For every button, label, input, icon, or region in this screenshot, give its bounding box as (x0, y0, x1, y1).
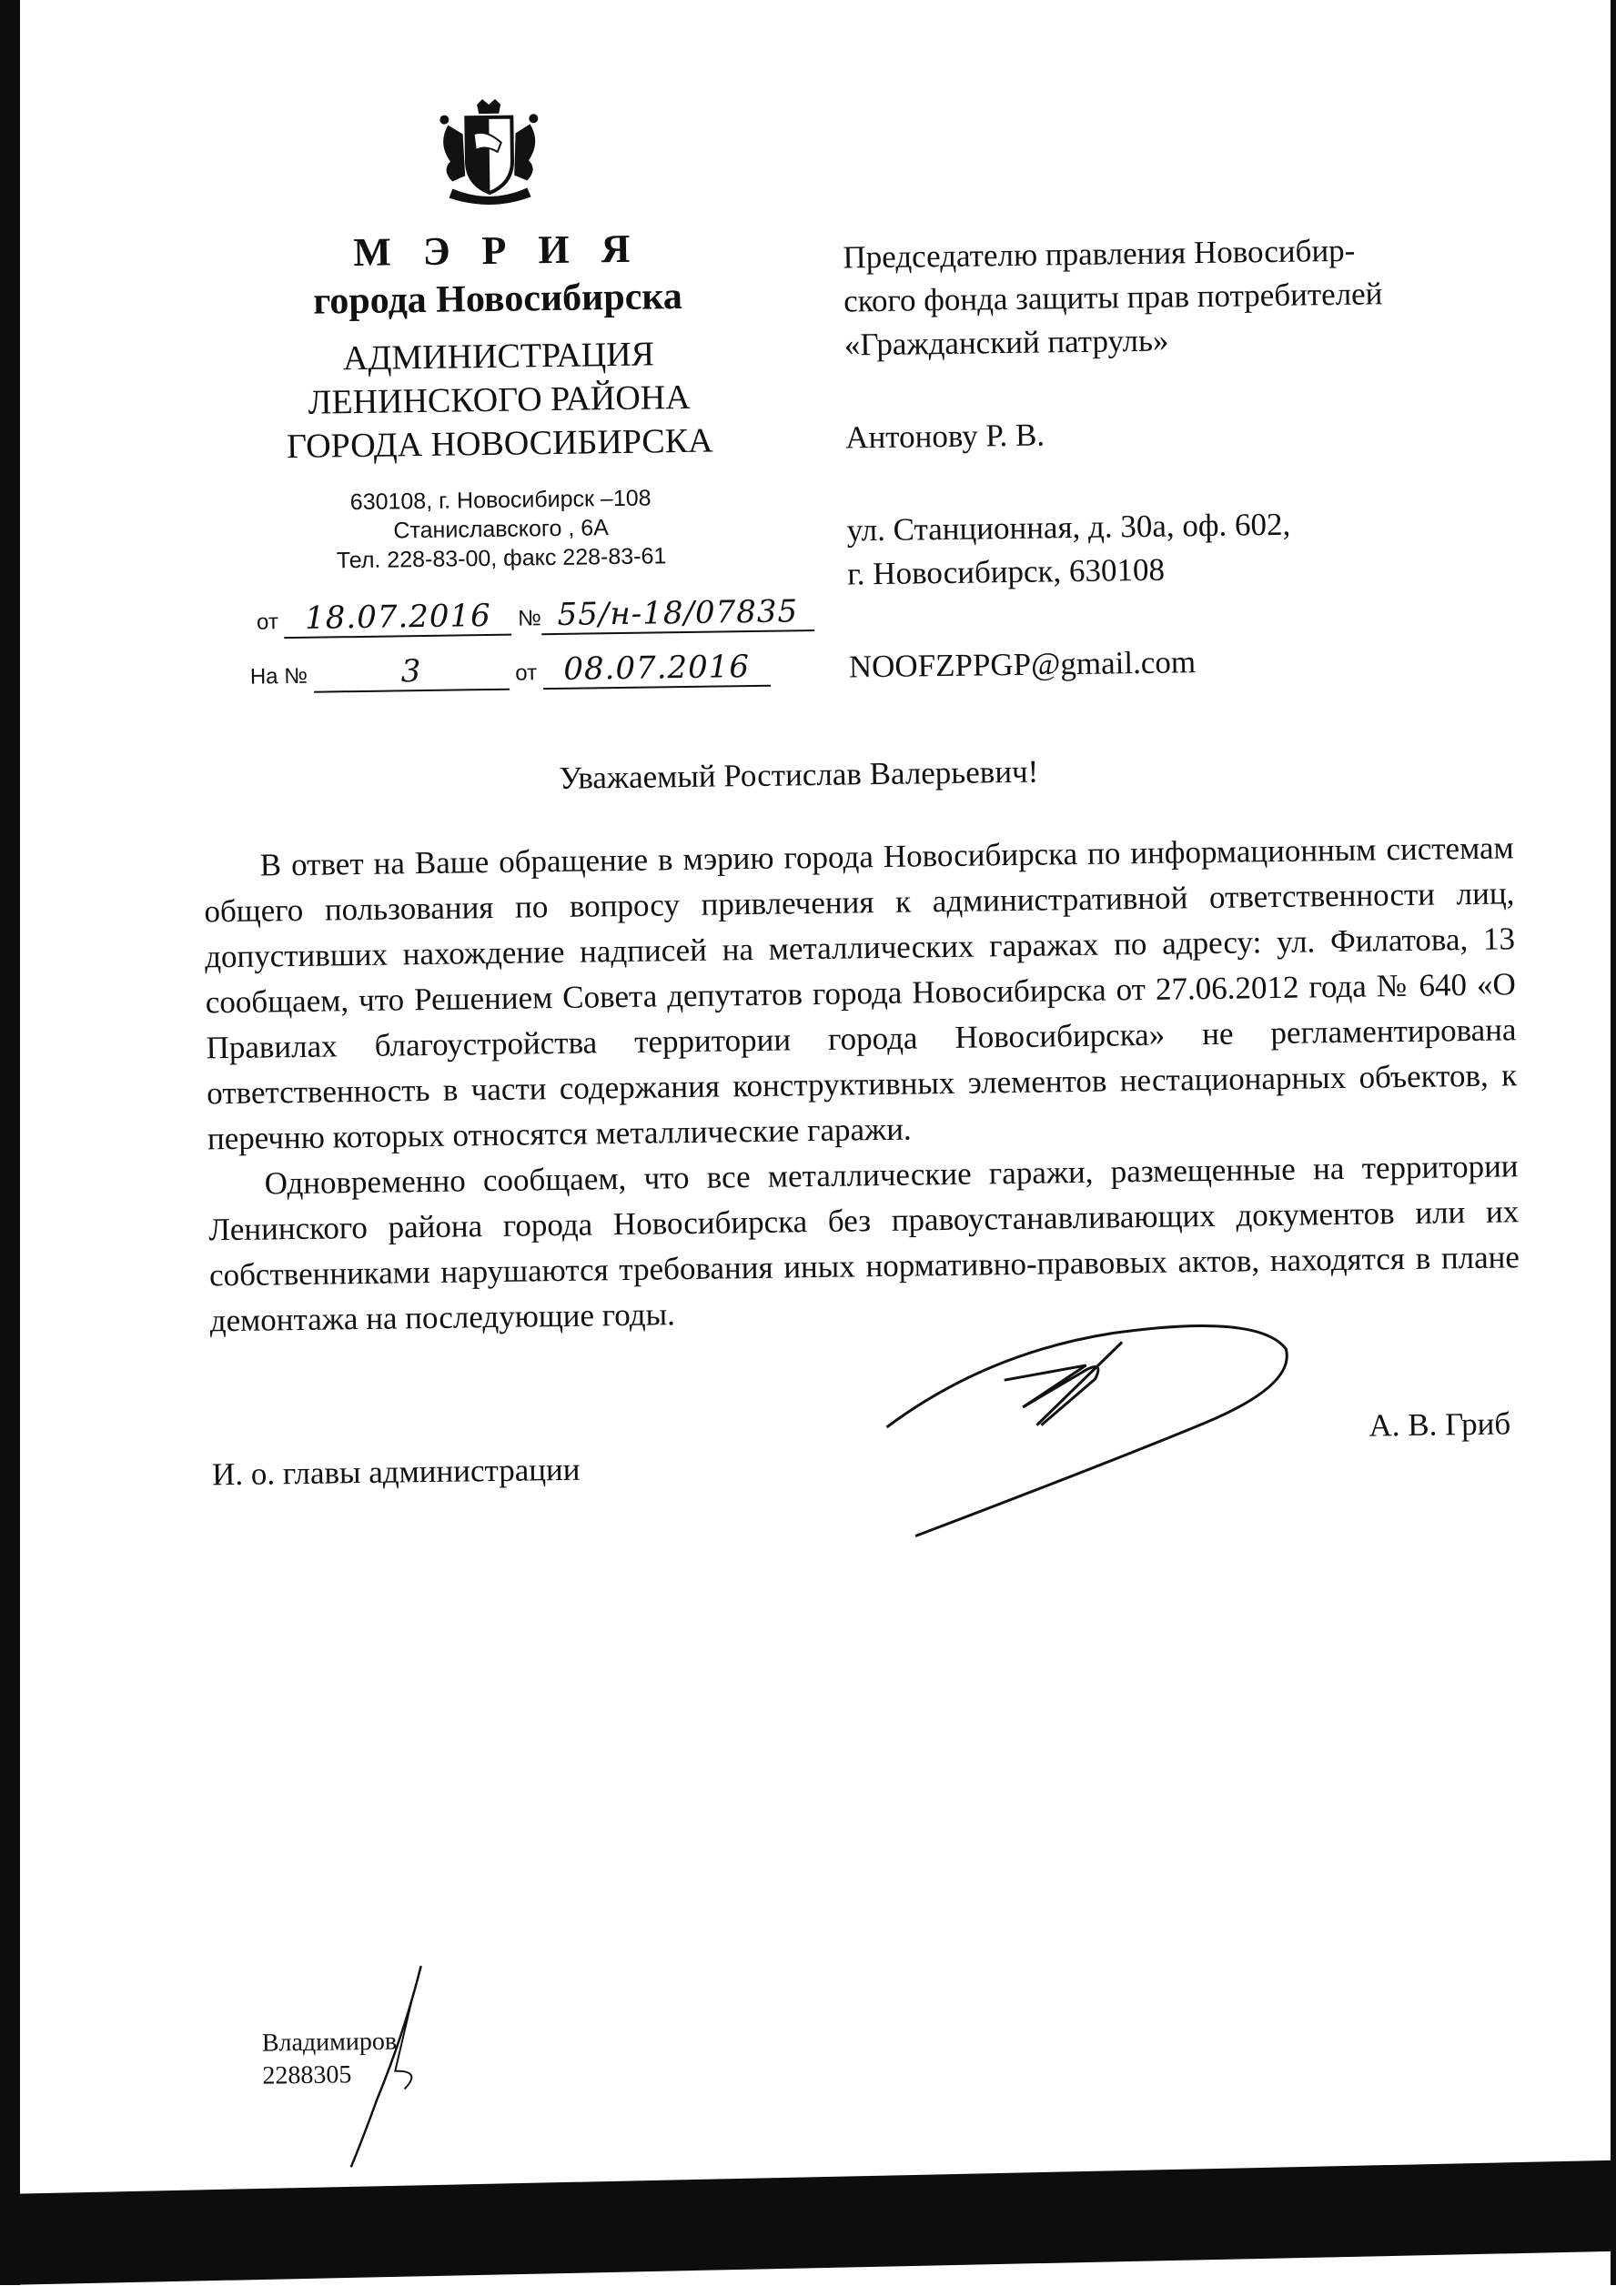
issuer-admin-line1: АДМИНИСТРАЦИЯ (342, 335, 655, 378)
number-label: № (517, 606, 542, 631)
executor-name: Владимиров (261, 2027, 398, 2058)
issuer-block (215, 224, 783, 578)
issuer-phone-fax: Тел. 228-83-00, факс 228-83-61 (336, 543, 667, 574)
recipient-address-line2: г. Новосибирск, 630108 (847, 551, 1166, 592)
issuer-admin-line3: ГОРОДА НОВОСИБИРСКА (286, 421, 713, 467)
recipient-position-line1: Председателю правления Новосибир- (843, 232, 1356, 276)
recipient-position-line2: ского фонда защиты прав потребителей (843, 276, 1383, 319)
number-value: 55/н-18/07835 (541, 593, 815, 635)
reply-date-label: от (515, 660, 538, 686)
signatory-name: А. В. Гриб (1369, 1405, 1511, 1444)
novosibirsk-coat-of-arms-icon (429, 96, 550, 207)
issuer-city: города Новосибирска (313, 276, 683, 323)
executor-phone: 2288305 (262, 2060, 352, 2090)
date-value: 18.07.2016 (284, 598, 512, 639)
recipient-organization: «Гражданский патруль» (843, 322, 1169, 363)
recipient-name: Антонову Р. В. (844, 417, 1045, 456)
reply-to-label: На № (249, 663, 308, 690)
recipient-email: NOOFZPPGP@gmail.com (848, 644, 1197, 685)
issuer-administration (217, 331, 783, 470)
issuer-address (218, 481, 783, 577)
letter-greeting: Уважаемый Ростислав Валерьевич! (559, 753, 1039, 796)
registration-date-number (257, 593, 814, 639)
issuer-address-line1: 630108, г. Новосибирск –108 (349, 485, 651, 516)
issuer-mayor-office: М Э Р И Я (352, 226, 641, 276)
letter-body (203, 825, 1520, 1344)
date-label: от (256, 609, 279, 635)
reply-to-value: 3 (313, 652, 510, 693)
issuer-admin-line2: ЛЕНИНСКОГО РАЙОНА (308, 378, 691, 422)
reply-date-value: 08.07.2016 (542, 649, 771, 690)
executor-signature (312, 1961, 460, 2172)
signatory-title: И. о. главы администрации (211, 1451, 581, 1493)
registration-reply (250, 649, 771, 694)
recipient-address-line1: ул. Станционная, д. 30а, оф. 602, (846, 506, 1291, 549)
letter-paragraph-2: Одновременно сообщаем, что все металлические гаражи, размещенные на территории Ленинского района города Новосибирска без правоустанавливающих документов или их собственниками нарушаются требования иных нормативно-правовых актов, находятся в плане демонтажа на последующие годы. (208, 1148, 1520, 1339)
recipient-block (843, 227, 1540, 690)
handwritten-signature (876, 1313, 1308, 1556)
issuer-address-line2: Станиславского , 6А (393, 515, 610, 544)
letter-paragraph-1: В ответ на Ваше обращение в мэрию города Новосибирска по информационным системам общего пользования по вопросу привлечения к административной ответственности лиц, допустивших нахождение надписей на металлических гаражах по адресу: ул. Филатова, 13 сообщаем, что Решением Совета депутатов города Новосибирска от 27.06.2012 года № 640 «О Правилах благоустройства территории города Новосибирска» не регламентирована ответственность в части содержания конструктивных элементов нестационарных объектов, к перечню которых относятся металлические гаражи. (204, 830, 1518, 1157)
